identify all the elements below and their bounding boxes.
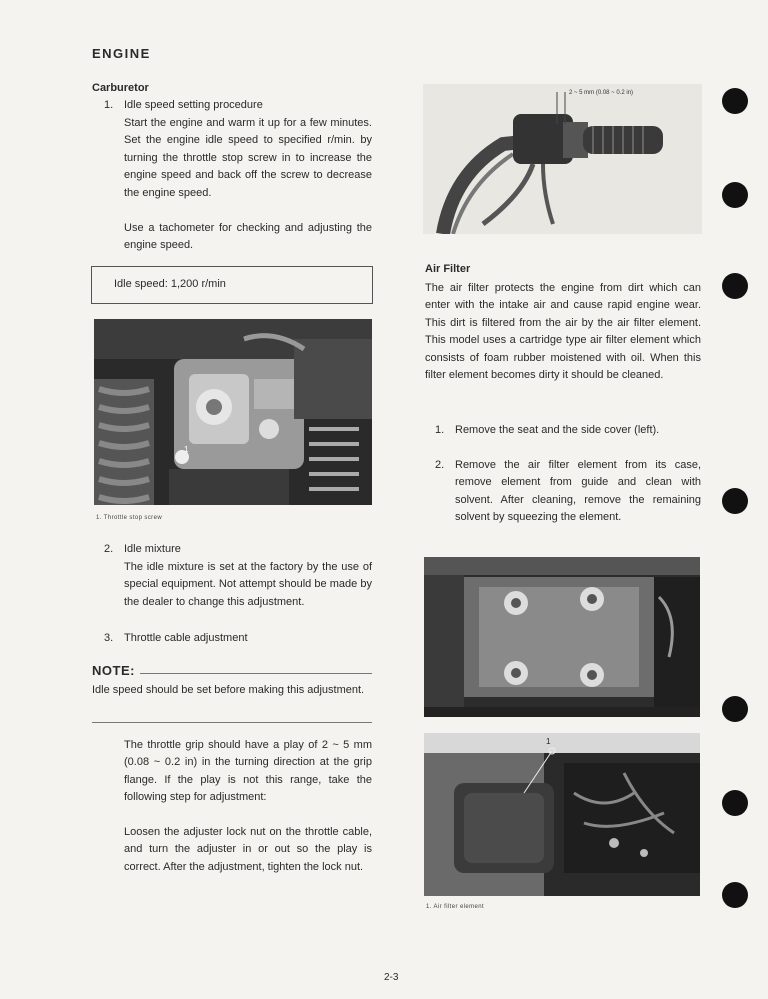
item1-number: 1. — [104, 99, 114, 111]
section-title: ENGINE — [92, 46, 151, 61]
carburetor-photo-label: 1 — [184, 445, 189, 454]
item3-title: Throttle cable adjustment — [124, 632, 248, 644]
binder-hole-3 — [722, 273, 748, 299]
note-body: Idle speed should be set before making this adjustment. — [92, 684, 365, 696]
air-filter-photo-label: 1 — [546, 737, 551, 746]
throttle-grip-photo — [423, 84, 702, 234]
binder-hole-5 — [722, 696, 748, 722]
air-filter-step1-number: 1. — [435, 424, 445, 436]
binder-hole-2 — [722, 182, 748, 208]
item1-paragraph-2: Use a tachometer for checking and adjusting the engine speed. — [124, 222, 372, 252]
item2-title: Idle mixture — [124, 543, 181, 555]
carburetor-photo-caption: 1. Throttle stop screw — [96, 515, 163, 521]
throttle-play-paragraph: The throttle grip should have a play of 2 ~ 5 mm (0.08 ~ 0.2 in) in the turning direction at the grip flange. If the play is not this range, take the following step for adjustment: — [124, 739, 372, 804]
air-filter-step1: Remove the seat and the side cover (left). — [455, 424, 660, 436]
item1-paragraph-1: Start the engine and warm it up for a few minutes. Set the engine idle speed to specified r/min. by turning the throttle stop screw in to increase the engine speed and back off the screw to decrease the engine speed. — [124, 117, 372, 199]
air-filter-step2: Remove the air filter element from its case, remove element from guide and clean with solvent. After cleaning, remove the remaining solvent by squeezing the element. — [455, 459, 701, 524]
item1-title: Idle speed setting procedure — [124, 99, 263, 111]
air-filter-body: The air filter protects the engine from dirt which can enter with the intake air and cause rapid engine wear. This dirt is filtered from the air by the air filter element. This model uses a cartridge type air filter element which consists of foam rubber moistened with oil. When this filter element becomes dirty it should be cleaned. — [425, 282, 701, 382]
note-top-rule — [140, 673, 372, 674]
note-heading: NOTE: — [92, 663, 135, 678]
air-filter-heading: Air Filter — [425, 263, 471, 275]
binder-hole-6 — [722, 790, 748, 816]
air-filter-step2-number: 2. — [435, 459, 445, 471]
page-number: 2-3 — [384, 972, 399, 983]
air-filter-element-photo — [424, 733, 700, 896]
grip-play-dimension: 2 ~ 5 mm (0.08 ~ 0.2 in) — [569, 90, 634, 96]
idle-speed-spec: Idle speed: 1,200 r/min — [114, 278, 226, 290]
throttle-adjust-paragraph: Loosen the adjuster lock nut on the throttle cable, and turn the adjuster in or out so the play is correct. After the adjustment, tighten the lock nut. — [124, 826, 372, 873]
carburetor-heading: Carburetor — [92, 82, 149, 94]
binder-hole-1 — [722, 88, 748, 114]
note-bottom-rule — [92, 722, 372, 723]
item2-body: The idle mixture is set at the factory by the use of special equipment. Not attempt should be made by the dealer to change this adjustment. — [124, 561, 372, 608]
binder-hole-7 — [722, 882, 748, 908]
item2-number: 2. — [104, 543, 114, 555]
item3-number: 3. — [104, 632, 114, 644]
idle-speed-box — [91, 266, 373, 304]
side-cover-photo — [424, 557, 700, 717]
binder-hole-4 — [722, 488, 748, 514]
carburetor-photo — [94, 319, 372, 505]
air-filter-photo-caption: 1. Air filter element — [426, 904, 485, 910]
